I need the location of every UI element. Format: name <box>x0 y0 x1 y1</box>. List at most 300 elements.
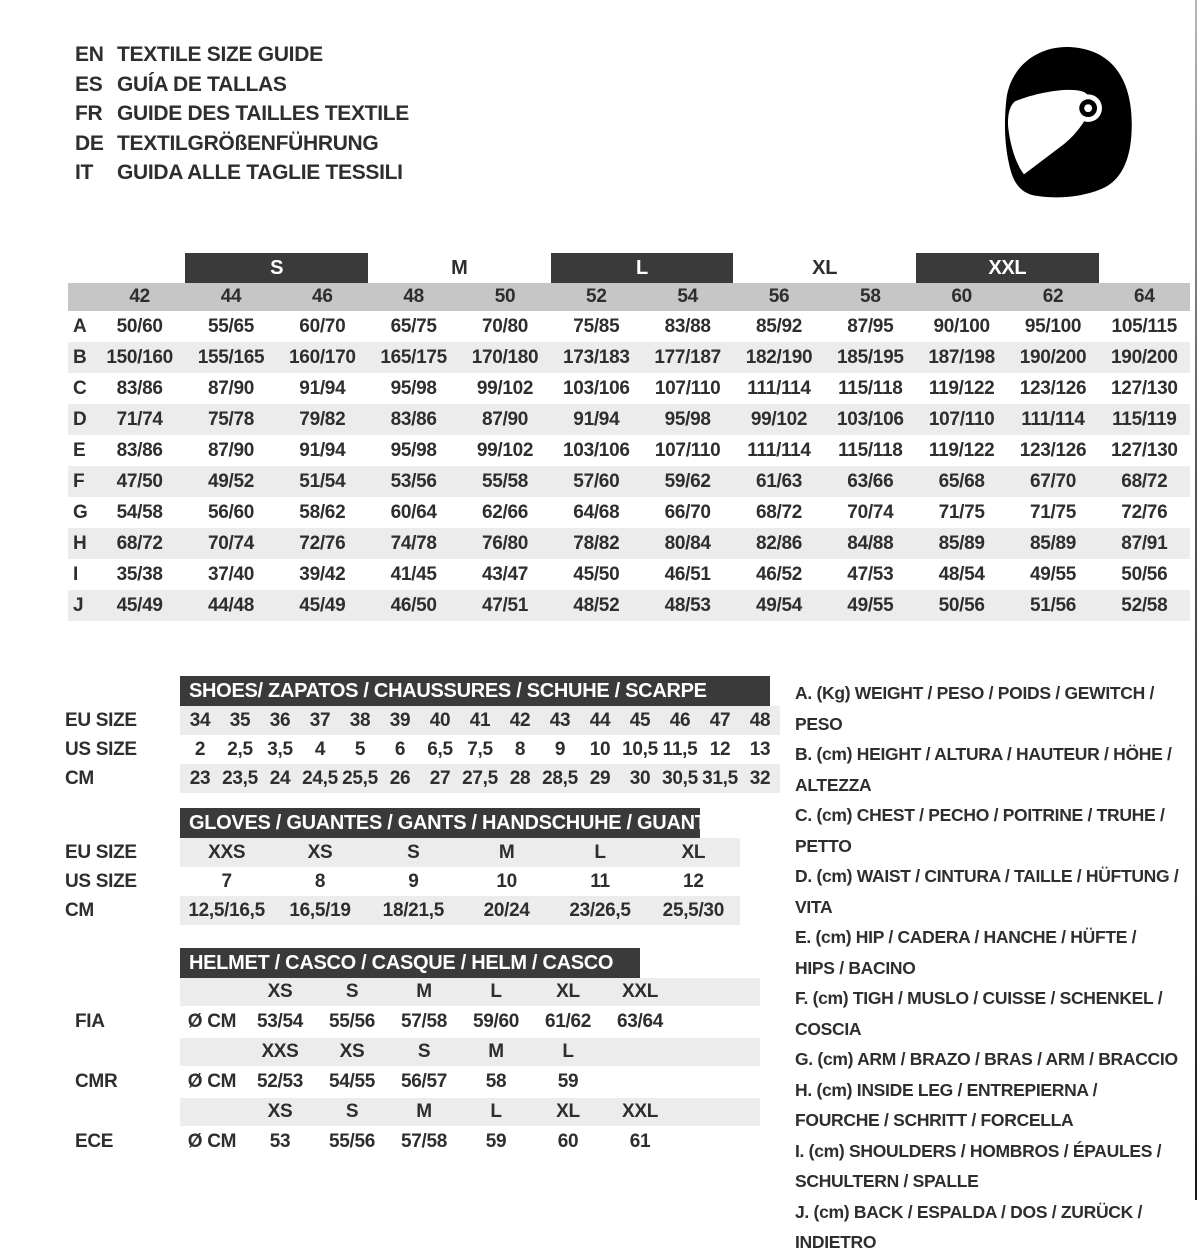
language-code: DE <box>75 131 104 155</box>
shoes-cell: 44 <box>589 709 611 731</box>
language-title-list <box>75 40 409 188</box>
shoes-row-label: EU SIZE <box>65 709 137 731</box>
size-number: 42 <box>129 286 150 307</box>
size-number: 62 <box>1042 286 1064 307</box>
measure-cell: 71/75 <box>1029 501 1077 523</box>
gloves-cell: 11 <box>590 870 610 892</box>
language-row <box>75 129 409 159</box>
helmet-cell: 56/57 <box>400 1071 448 1092</box>
row-letter: J <box>73 594 84 616</box>
shoes-cell: 5 <box>354 738 366 760</box>
size-group-l: L <box>551 253 734 283</box>
measure-cell: 62/66 <box>481 501 529 523</box>
measure-cell: 51/56 <box>1029 594 1077 616</box>
measure-cell: 60/70 <box>299 315 346 337</box>
language-title: TEXTILE SIZE GUIDE <box>117 43 323 66</box>
legend-line: F. (cm) TIGH / MUSLO / CUISSE / SCHENKEL / COSCIA <box>795 988 1163 1039</box>
measure-cell: 35/38 <box>116 563 163 585</box>
shoes-cell: 4 <box>314 738 326 760</box>
apparel-row-c <box>68 373 1190 404</box>
row-letter: H <box>73 532 87 554</box>
measure-cell: 85/92 <box>755 315 803 337</box>
measure-cell: 85/89 <box>1029 532 1077 554</box>
measure-cell: 82/86 <box>755 532 803 554</box>
gloves-row <box>180 867 740 896</box>
gloves-cell: 9 <box>408 870 419 892</box>
measure-cell: 111/114 <box>747 377 811 399</box>
gloves-cell: 23/26,5 <box>569 899 631 921</box>
measure-cell: 103/106 <box>563 439 630 461</box>
gloves-cell: 16,5/19 <box>289 899 351 921</box>
shoes-cell: 40 <box>429 709 451 731</box>
row-letter: A <box>73 315 87 337</box>
measure-cell: 50/60 <box>116 315 163 337</box>
measure-cell: 123/126 <box>1019 377 1087 399</box>
measure-cell: 70/80 <box>481 315 529 337</box>
helmet-size: M <box>416 1101 432 1122</box>
row-letter: F <box>73 470 85 492</box>
measure-cell: 87/95 <box>847 315 894 337</box>
measure-cell: 55/58 <box>481 470 529 492</box>
language-title: GUÍA DE TALLAS <box>117 72 287 96</box>
shoes-cell: 10 <box>589 738 611 760</box>
measure-cell: 45/50 <box>573 563 620 585</box>
size-group-xxl: XXL <box>916 253 1099 283</box>
measure-cell: 51/54 <box>299 470 346 492</box>
measure-cell: 64/68 <box>573 501 620 523</box>
shoes-cell: 26 <box>389 767 411 789</box>
helmet-cell: 63/64 <box>616 1011 664 1032</box>
helmet-table-title: HELMET / CASCO / CASQUE / HELM / CASCO <box>180 948 640 978</box>
measure-cell: 53/56 <box>390 470 437 492</box>
measure-cell: 48/53 <box>664 594 711 616</box>
measure-cell: 47/53 <box>847 563 894 585</box>
measure-cell: 68/72 <box>1121 470 1168 492</box>
measure-cell: 87/90 <box>207 377 255 399</box>
size-group-row <box>68 253 1190 283</box>
helmet-standard-label: ECE <box>75 1131 114 1152</box>
measure-cell: 78/82 <box>573 532 620 554</box>
shoes-cell: 37 <box>309 709 331 731</box>
apparel-row-b <box>68 342 1190 373</box>
measure-cell: 46/52 <box>755 563 803 585</box>
measure-cell: 71/74 <box>116 408 163 430</box>
measure-cell: 72/76 <box>299 532 346 554</box>
gloves-table-title: GLOVES / GUANTES / GANTS / HANDSCHUHE / GUANTI <box>180 808 700 838</box>
helmet-cell: 60 <box>557 1131 579 1152</box>
helmet-size: XS <box>267 981 293 1002</box>
size-number-strip <box>68 283 1190 311</box>
apparel-row-a <box>68 311 1190 342</box>
helmet-cell: 52/53 <box>256 1071 304 1092</box>
gloves-cell: L <box>594 841 606 863</box>
language-title: GUIDA ALLE TAGLIE TESSILI <box>117 161 403 184</box>
size-group-xl: XL <box>812 256 838 279</box>
shoes-cell: 38 <box>349 709 371 731</box>
apparel-row-j <box>68 590 1190 621</box>
measure-cell: 83/86 <box>116 377 163 399</box>
helmet-sizes-row <box>180 1098 760 1126</box>
measure-cell: 50/56 <box>938 594 985 616</box>
gloves-cell: 12 <box>683 870 704 892</box>
measure-cell: 79/82 <box>299 408 346 430</box>
measure-cell: 65/75 <box>390 315 437 337</box>
size-group-m: M <box>451 256 468 279</box>
measure-cell: 190/200 <box>1111 346 1178 368</box>
shoes-cell: 28,5 <box>542 767 578 789</box>
gloves-cell: 20/24 <box>483 899 530 921</box>
measure-cell: 60/64 <box>390 501 437 523</box>
helmet-icon <box>983 42 1138 200</box>
shoes-cell: 46 <box>669 709 691 731</box>
size-number: 60 <box>951 286 972 307</box>
helmet-cell: 53 <box>269 1131 291 1152</box>
measure-cell: 70/74 <box>847 501 894 523</box>
shoes-cell: 6 <box>394 738 406 760</box>
helmet-cell: 53/54 <box>256 1011 304 1032</box>
measure-cell: 44/48 <box>207 594 255 616</box>
gloves-cell: 10 <box>496 870 517 892</box>
diameter-unit: Ø CM <box>187 1011 237 1032</box>
apparel-row-i <box>68 559 1190 590</box>
helmet-size: S <box>345 981 359 1002</box>
helmet-cell: 58 <box>485 1071 507 1092</box>
language-title: TEXTILGRÖßENFÜHRUNG <box>117 131 379 155</box>
shoes-cell: 24 <box>269 767 291 789</box>
measure-cell: 87/90 <box>481 408 529 430</box>
measure-cell: 170/180 <box>471 346 539 368</box>
measure-cell: 74/78 <box>390 532 437 554</box>
measure-cell: 46/51 <box>664 563 711 585</box>
measure-cell: 127/130 <box>1111 377 1178 399</box>
measure-cell: 190/200 <box>1019 346 1087 368</box>
shoes-cell: 11,5 <box>662 738 698 760</box>
helmet-values-row <box>180 1126 760 1158</box>
legend-line: G. (cm) ARM / BRAZO / BRAS / ARM / BRACCIO <box>795 1049 1178 1069</box>
measure-cell: 91/94 <box>573 408 620 430</box>
gloves-row <box>180 838 740 867</box>
language-code: IT <box>75 161 94 184</box>
measure-cell: 107/110 <box>654 377 721 399</box>
shoes-cell: 39 <box>389 709 411 731</box>
gloves-row-label: EU SIZE <box>65 841 137 863</box>
diameter-unit: Ø CM <box>187 1131 237 1152</box>
helmet-size: XS <box>339 1041 365 1062</box>
gloves-cell: M <box>498 841 515 863</box>
apparel-row-e <box>68 435 1190 466</box>
size-number: 58 <box>860 286 881 307</box>
helmet-size: XXL <box>621 981 659 1002</box>
measure-cell: 39/42 <box>299 563 346 585</box>
diameter-unit: Ø CM <box>187 1071 237 1092</box>
measure-cell: 85/89 <box>938 532 985 554</box>
size-number: 64 <box>1134 286 1155 307</box>
unit-spacer <box>180 978 244 1006</box>
measure-cell: 115/119 <box>1112 408 1177 430</box>
helmet-cell: 59 <box>557 1071 579 1092</box>
shoes-table-title: SHOES/ ZAPATOS / CHAUSSURES / SCHUHE / SCARPE <box>180 676 770 706</box>
measure-cell: 66/70 <box>664 501 711 523</box>
shoes-cell: 32 <box>749 767 771 789</box>
shoes-cell: 45 <box>629 709 651 731</box>
helmet-size: L <box>562 1041 574 1062</box>
language-code: ES <box>75 72 103 96</box>
measure-cell: 119/122 <box>928 377 995 399</box>
legend-line: B. (cm) HEIGHT / ALTURA / HAUTEUR / HÖHE / ALTEZZA <box>795 744 1172 795</box>
size-number: 48 <box>403 286 424 307</box>
shoes-cell: 8 <box>514 738 526 760</box>
size-number: 56 <box>768 286 790 307</box>
apparel-row-h <box>68 528 1190 559</box>
measure-cell: 45/49 <box>299 594 346 616</box>
measure-cell: 111/114 <box>747 439 811 461</box>
apparel-size-table <box>68 253 1190 621</box>
measure-cell: 49/55 <box>1029 563 1077 585</box>
language-row <box>75 70 409 100</box>
measure-cell: 80/84 <box>664 532 711 554</box>
measure-cell: 61/63 <box>755 470 803 492</box>
shoes-cell: 47 <box>709 709 731 731</box>
apparel-row-g <box>68 497 1190 528</box>
shoes-cell: 29 <box>589 767 611 789</box>
language-title: GUIDE DES TAILLES TEXTILE <box>117 102 409 125</box>
measure-cell: 48/52 <box>573 594 620 616</box>
size-number: 52 <box>586 286 607 307</box>
measure-cell: 83/88 <box>664 315 711 337</box>
gloves-row-label: CM <box>65 899 94 921</box>
size-number: 46 <box>312 286 333 307</box>
shoes-row <box>180 764 780 793</box>
measure-cell: 87/91 <box>1121 532 1168 554</box>
measure-cell: 59/62 <box>664 470 711 492</box>
shoes-cell: 35 <box>229 709 251 731</box>
measure-cell: 70/74 <box>207 532 255 554</box>
shoes-cell: 9 <box>554 738 566 760</box>
shoes-cell: 24,5 <box>302 767 338 789</box>
gloves-cell: 18/21,5 <box>382 899 444 921</box>
legend-line: J. (cm) BACK / ESPALDA / DOS / ZURÜCK / INDIETRO <box>795 1201 1143 1252</box>
measure-cell: 160/170 <box>289 346 356 368</box>
helmet-size: L <box>490 981 502 1002</box>
measure-cell: 107/110 <box>654 439 721 461</box>
language-row <box>75 158 409 188</box>
shoes-cell: 43 <box>549 709 571 731</box>
measure-cell: 155/165 <box>197 346 265 368</box>
shoes-cell: 3,5 <box>267 738 293 760</box>
measure-cell: 52/58 <box>1121 594 1168 616</box>
measure-cell: 115/118 <box>838 377 903 399</box>
shoes-cell: 28 <box>509 767 531 789</box>
apparel-row-d <box>68 404 1190 435</box>
helmet-size: XL <box>556 981 580 1002</box>
helmet-size: XS <box>267 1101 293 1122</box>
measure-cell: 105/115 <box>1111 315 1178 337</box>
gloves-cell: 12,5/16,5 <box>188 899 265 921</box>
shoes-cell: 36 <box>269 709 291 731</box>
shoes-cell: 7,5 <box>467 738 493 760</box>
measure-cell: 127/130 <box>1111 439 1178 461</box>
size-number: 54 <box>677 286 698 307</box>
gloves-row-label: US SIZE <box>65 870 137 892</box>
shoes-cell: 23,5 <box>222 767 258 789</box>
measure-cell: 95/98 <box>664 408 711 430</box>
measure-cell: 54/58 <box>116 501 163 523</box>
measure-cell: 107/110 <box>928 408 995 430</box>
measure-cell: 76/80 <box>481 532 529 554</box>
helmet-cell: 57/58 <box>400 1131 448 1152</box>
measure-cell: 83/86 <box>390 408 437 430</box>
legend-line: H. (cm) INSIDE LEG / ENTREPIERNA / FOURCHE / SCHRITT / FORCELLA <box>795 1079 1098 1130</box>
measure-cell: 47/51 <box>481 594 529 616</box>
measure-cell: 71/75 <box>938 501 985 523</box>
measure-cell: 49/54 <box>755 594 803 616</box>
size-number: 44 <box>220 286 242 307</box>
measure-cell: 177/187 <box>654 346 721 368</box>
gloves-cell: XXS <box>208 841 246 863</box>
measure-cell: 103/106 <box>563 377 630 399</box>
measure-cell: 47/50 <box>116 470 163 492</box>
helmet-cell: 55/56 <box>328 1011 376 1032</box>
measure-cell: 182/190 <box>745 346 813 368</box>
shoes-cell: 41 <box>469 709 491 731</box>
measure-cell: 173/183 <box>563 346 630 368</box>
measure-cell: 99/102 <box>476 377 534 399</box>
shoes-cell: 2,5 <box>227 738 253 760</box>
measure-cell: 75/85 <box>573 315 620 337</box>
shoes-cell: 23 <box>189 767 211 789</box>
helmet-size: L <box>490 1101 502 1122</box>
helmet-size: M <box>488 1041 504 1062</box>
measure-cell: 48/54 <box>938 563 985 585</box>
apparel-row-f <box>68 466 1190 497</box>
measure-cell: 37/40 <box>207 563 255 585</box>
strip-spacer <box>68 283 94 311</box>
shoes-row <box>180 735 780 764</box>
unit-spacer <box>180 1098 244 1126</box>
row-letter: B <box>73 346 87 368</box>
measure-cell: 58/62 <box>299 501 346 523</box>
language-row <box>75 40 409 70</box>
gloves-row <box>180 896 740 925</box>
measure-cell: 65/68 <box>938 470 985 492</box>
measure-cell: 56/60 <box>207 501 255 523</box>
measure-cell: 49/55 <box>847 594 894 616</box>
measure-cell: 185/195 <box>837 346 904 368</box>
helmet-standard-label: CMR <box>75 1071 118 1092</box>
shoes-cell: 6,5 <box>427 738 453 760</box>
measure-cell: 99/102 <box>750 408 808 430</box>
shoes-row-label: US SIZE <box>65 738 137 760</box>
shoes-cell: 34 <box>189 709 211 731</box>
measure-cell: 83/86 <box>116 439 163 461</box>
measure-cell: 119/122 <box>928 439 995 461</box>
shoes-cell: 42 <box>509 709 531 731</box>
row-letter: E <box>73 439 86 461</box>
helmet-values-row <box>180 1066 760 1098</box>
size-group-s: S <box>185 253 368 283</box>
helmet-cell: 55/56 <box>328 1131 376 1152</box>
measure-cell: 68/72 <box>116 532 163 554</box>
helmet-size: XXS <box>261 1041 299 1062</box>
shoes-cell: 27 <box>429 767 451 789</box>
helmet-size: S <box>345 1101 359 1122</box>
language-code: FR <box>75 102 103 125</box>
shoes-cell: 48 <box>749 709 771 731</box>
legend-line: C. (cm) CHEST / PECHO / POITRINE / TRUHE / PETTO <box>795 805 1165 856</box>
measure-cell: 41/45 <box>390 563 437 585</box>
shoes-cell: 10,5 <box>622 738 658 760</box>
helmet-size: XL <box>556 1101 580 1122</box>
shoes-cell: 31,5 <box>702 767 738 789</box>
helmet-cell: 57/58 <box>400 1011 448 1032</box>
measure-cell: 91/94 <box>299 377 346 399</box>
measure-cell: 75/78 <box>207 408 255 430</box>
gloves-cell: 8 <box>314 870 326 892</box>
measure-cell: 123/126 <box>1019 439 1087 461</box>
helmet-cell: 61 <box>629 1131 651 1152</box>
page-edge-line <box>1195 0 1197 1200</box>
gloves-cell: 25,5/30 <box>662 899 724 921</box>
helmet-cell: 59 <box>485 1131 507 1152</box>
helmet-size: XXL <box>621 1101 659 1122</box>
measure-cell: 46/50 <box>390 594 437 616</box>
helmet-cell: 59/60 <box>472 1011 520 1032</box>
measure-cell: 91/94 <box>299 439 346 461</box>
measure-cell: 45/49 <box>116 594 163 616</box>
measure-cell: 99/102 <box>476 439 534 461</box>
helmet-sizes-row <box>180 1038 760 1066</box>
apparel-rows <box>68 311 1190 621</box>
gloves-cell: 7 <box>221 870 232 892</box>
measure-cell: 90/100 <box>933 315 990 337</box>
measure-cell: 68/72 <box>755 501 803 523</box>
row-letter: D <box>73 408 87 430</box>
language-row <box>75 99 409 129</box>
row-letter: C <box>73 377 87 399</box>
helmet-cell: 61/62 <box>544 1011 592 1032</box>
measure-cell: 111/114 <box>1021 408 1085 430</box>
measurement-legend <box>795 678 1180 1258</box>
legend-line: E. (cm) HIP / CADERA / HANCHE / HÜFTE / HIPS / BACINO <box>795 927 1137 978</box>
measure-cell: 57/60 <box>573 470 620 492</box>
measure-cell: 165/175 <box>380 346 447 368</box>
helmet-size: S <box>417 1041 431 1062</box>
helmet-sizes-row <box>180 978 760 1006</box>
helmet-cell: 54/55 <box>328 1071 376 1092</box>
gloves-cell: S <box>407 841 420 863</box>
language-code: EN <box>75 43 104 66</box>
measure-cell: 87/90 <box>207 439 255 461</box>
gloves-cell: XS <box>307 841 333 863</box>
shoes-cell: 25,5 <box>342 767 378 789</box>
size-number: 50 <box>494 286 516 307</box>
measure-cell: 72/76 <box>1121 501 1168 523</box>
measure-cell: 49/52 <box>207 470 255 492</box>
measure-cell: 63/66 <box>847 470 894 492</box>
measure-cell: 84/88 <box>847 532 894 554</box>
legend-line: I. (cm) SHOULDERS / HOMBROS / ÉPAULES / SCHULTERN / SPALLE <box>795 1140 1162 1191</box>
measure-cell: 95/98 <box>390 439 437 461</box>
unit-spacer <box>180 1038 244 1066</box>
shoes-cell: 2 <box>194 738 206 760</box>
measure-cell: 150/160 <box>106 346 173 368</box>
shoes-cell: 30,5 <box>662 767 698 789</box>
legend-line: A. (Kg) WEIGHT / PESO / POIDS / GEWITCH / PESO <box>795 683 1155 734</box>
helmet-size: M <box>416 981 432 1002</box>
shoes-row <box>180 706 780 735</box>
measure-cell: 55/65 <box>207 315 255 337</box>
shoes-cell: 12 <box>709 738 731 760</box>
